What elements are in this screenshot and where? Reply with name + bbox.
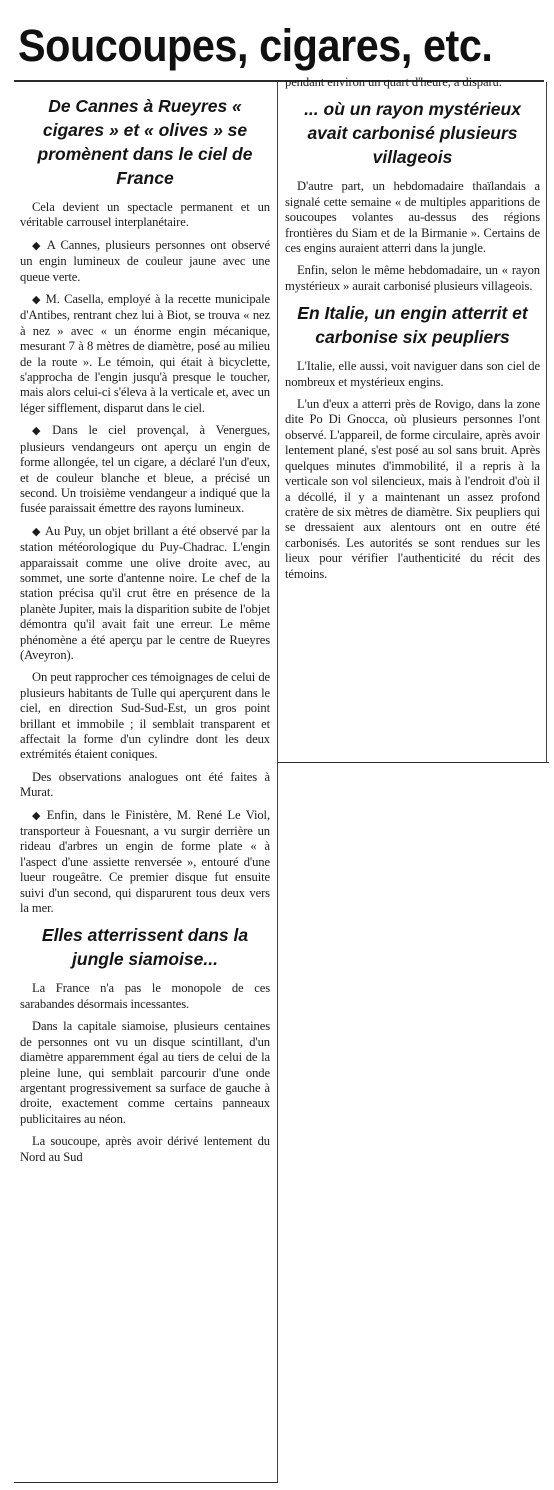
paragraph [20,238,270,285]
paragraph [285,179,540,256]
paragraph-text: L'Italie, elle aussi, voit naviguer dans son ciel de nombreux et mystérieux engins. [285,359,540,389]
paragraph [20,423,270,516]
paragraph [285,263,540,294]
paragraph [20,1134,270,1165]
paragraph-text: Au Puy, un objet brillant a été observé par la station météorologique du Puy-Chadrac. L'engin apparaissait comme une olive droite avec, au sommet, une sorte d'antenne noire. Le chef de la station précisa qu'il crut être en présence de la planète Jupiter, mais la disparition subite de l'objet démontra qu'il avait fait une erreur. Le même phénomène a été aperçu par le centre de Rueyres (Aveyron). [20,523,270,662]
paragraph-text: Des observations analogues ont été faites à Murat. [20,769,270,800]
paragraph-text: On peut rapprocher ces témoignages de celui de plusieurs habitants de Tulle qui aperçurent dans le ciel, en direction Sud-Sud-Est, un gros point brillant et immobile ; il semblait transparent et affectait la forme d'un cylindre dont les deux extrémités étaient coniques. [20,670,270,762]
diamond-bullet-icon: ◆ [32,425,49,438]
diamond-bullet-icon: ◆ [32,294,42,307]
column-left [20,88,270,1483]
paragraph [285,397,540,582]
paragraph [285,75,540,90]
box-rule-bottom [14,1482,278,1483]
paragraph-text: Enfin, selon le même hebdomadaire, un « rayon mystérieux » aurait carbonisé plusieurs villageois. [285,263,540,293]
subheading: De Cannes à Rueyres « cigares » et « olives » se promènent dans le ciel de France [37,96,253,188]
paragraph [20,524,270,664]
paragraph [20,292,270,416]
subheading: ... où un rayon mystérieux avait carbonisé plusieurs villageois [304,99,521,168]
paragraph-text: La soucoupe, après avoir dérivé lentement du Nord au Sud [20,1134,270,1164]
paragraph-text: L'un d'eux a atterri près de Rovigo, dans la zone dite Po Di Gnocca, où plusieurs personnes l'ont observé. L'appareil, de forme circulaire, après avoir lentement plané, s'est posé au sol sans bruit. Après quelques minutes d'immobilité, il a repris à la verticale son vol silencieux, mais à l'endroit d'où il a décollé, il y a maintenant un assez profond cratère de six mètres de diamètre. Six peupliers qui se dressaient aux alentours ont en outre été carbonisés. Les autorités se sont rendues sur les lieux pour vérifier l'authenticité du récit des témoins. [285,397,540,581]
column-right [285,75,540,755]
diamond-bullet-icon: ◆ [32,239,43,252]
paragraph-text: Enfin, dans le Finistère, M. René Le Viol, transporteur à Fouesnant, a vu surgir derrière un rideau d'arbres un engin de forme plate « à l'aspect d'une assiette renversée », entouré d'une lueur rougeâtre. Ce premier disque fut ensuite suivi d'un second, qui disparurent tous deux vers la mer. [20,807,270,916]
column-divider [277,82,278,1482]
paragraph-text: Dans le ciel provençal, à Venergues, plusieurs vendangeurs ont aperçu un engin de forme allongée, tel un cigare, a déclaré l'un d'eux, et de couleur blanche et bleue, a précisé un second. Un troisième vendangeur a indiqué que la fusée paraissait émettre des rayons lumineux. [20,423,270,516]
paragraph-text: M. Casella, employé à la recette municipale d'Antibes, rentrant chez lui à Biot, se trouva « nez à nez » avec « un énorme engin mécanique, mesurant 7 à 8 mètres de diamètre, posé au milieu de la route ». Le témoin, qui était à bicyclette, s'approcha de l'engin jusqu'à presque le toucher, mais alors celui-ci s'éleva à la verticale et, avec un léger sifflement, disparut dans le ciel. [20,292,270,415]
paragraph-text: A Cannes, plusieurs personnes ont observé un engin lumineux de couleur jaune avec une queue verte. [20,237,270,284]
box-edge-right [546,82,547,763]
paragraph [20,770,270,801]
subheading: Elles atterrissent dans la jungle siamoise... [41,925,249,970]
paragraph [20,808,270,917]
paragraph [20,1019,270,1127]
paragraph-text: Dans la capitale siamoise, plusieurs centaines de personnes ont vu un disque scintillant, d'un diamètre apparemment égal au tiers de celui de la pleine lune, qui semblait parcourir d'une onde argentant progressivement sa surface de gauche à droite, exactement comme certains panneaux publicitaires au néon. [20,1019,270,1126]
paragraph-text: La France n'a pas le monopole de ces sarabandes désormais incessantes. [20,981,270,1011]
headline: Soucoupes, cigares, etc. [18,20,493,71]
paragraph [20,981,270,1012]
paragraph-text: pendant environ un quart d'heure, a disparu. [285,75,502,89]
paragraph [20,200,270,231]
paragraph-text: D'autre part, un hebdomadaire thaïlandais a signalé cette semaine « de multiples apparitions de soucoupes volantes au-dessus des régions frontières du Siam et de la Birmanie ». Certains de ces engins auraient atterri dans la jungle. [285,179,540,256]
paragraph-text: Cela devient un spectacle permanent et un véritable carrousel interplanétaire. [20,200,270,230]
paragraph [20,670,270,762]
box-rule-right [277,762,549,763]
diamond-bullet-icon: ◆ [32,525,41,538]
diamond-bullet-icon: ◆ [32,809,43,822]
paragraph [285,359,540,390]
subheading: En Italie, un engin atterrit et carbonise six peupliers [297,303,528,348]
